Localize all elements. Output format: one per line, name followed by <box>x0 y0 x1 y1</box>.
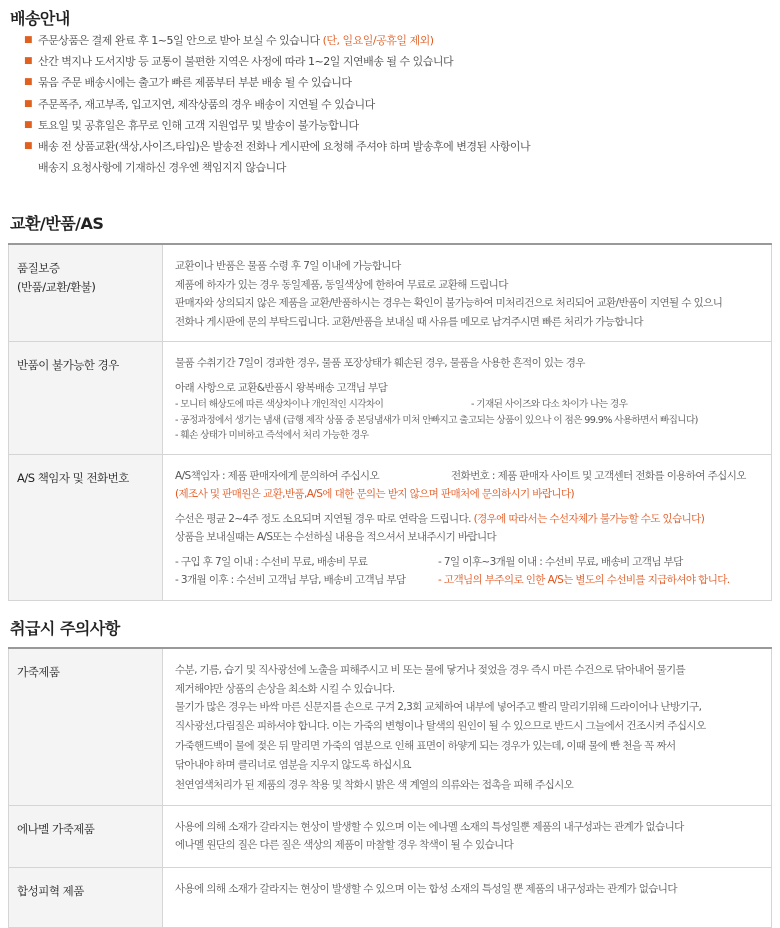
shipping-item-text-2: 배송지 요청사항에 기재하신 경우엔 책임지지 않습니다 <box>38 161 286 175</box>
leather-line: 가죽핸드백이 물에 젖은 뒤 말리면 가죽의 염분으로 인해 표면이 하얗게 되는 경우가 있는데, 이때 물에 빤 천을 꼭 짜서 <box>175 740 676 752</box>
as-warning: (제조사 및 판매원은 교환,반품,A/S에 대한 문의는 받지 않으며 판매처에 문의하시기 바랍니다) <box>175 488 574 501</box>
list-item <box>24 115 768 136</box>
enamel-line: 에나멜 원단의 질은 다른 질은 색상의 제품이 마찰할 경우 착색이 될 수 있습니다 <box>175 839 514 851</box>
as-repair-warning: (경우에 따라서는 수선자체가 불가능할 수도 있습니다) <box>473 512 705 525</box>
table-row <box>9 342 772 455</box>
as-phone: 전화번호 : 제품 판매자 사이트 및 고객센터 전화를 이용하여 주십시오 <box>451 469 746 482</box>
list-item <box>24 136 768 178</box>
shipping-item-highlight: (단, 일요일/공휴일 제외) <box>322 34 434 47</box>
list-item <box>24 30 768 51</box>
impossible-line-2: 아래 사항으로 교환&반품시 왕복배송 고객님 부담 <box>175 381 388 394</box>
bullet-icon: ■ <box>24 141 33 152</box>
exchange-title: 교환/반품/AS <box>10 214 104 233</box>
as-fee-1b: - 7일 이후~3개월 이내 : 수선비 무료, 배송비 고객님 부담 <box>438 555 683 568</box>
quality-line: 판매자와 상의되지 않은 제품을 교환/반품하시는 경우는 확인이 불가능하여 미처리건으로 처리되어 교환/반품이 지연될 수 있으니 <box>175 297 723 309</box>
as-fee-2a: - 3개월 이후 : 수선비 고객님 부담, 배송비 고객님 부담 <box>175 574 406 587</box>
as-fee-2b: - 고객님의 부주의로 인한 A/S는 별도의 수선비를 지급하셔야 합니다. <box>438 574 730 587</box>
list-item <box>24 51 768 72</box>
bullet-icon: ■ <box>24 77 33 88</box>
enamel-line: 사용에 의해 소재가 갈라지는 현상이 발생할 수 있으며 이는 에나멜 소재의 특성일뿐 제품의 내구성과는 관계가 없습니다 <box>175 820 684 833</box>
row-header-synthetic: 합성피혁 제품 <box>9 867 163 927</box>
as-repair-line <box>175 510 761 529</box>
table-row <box>9 805 772 867</box>
impossible-sub-row <box>175 397 761 413</box>
impossible-line-1: 물품 수취기간 7일이 경과한 경우, 물품 포장상태가 훼손된 경우, 물품을 사용한 흔적이 있는 경우 <box>175 357 585 369</box>
row-header-enamel: 에나멜 가죽제품 <box>9 805 163 867</box>
quality-line: 전화나 게시판에 문의 부탁드립니다. 교환/반품을 보내실 때 사유를 메모로 남겨주시면 빠른 처리가 가능합니다 <box>175 315 643 328</box>
leather-content <box>163 648 772 805</box>
as-manager: A/S책임자 : 제품 판매자에게 문의하여 주십시오 <box>175 469 379 482</box>
row-header-as: A/S 책임자 및 전화번호 <box>9 454 163 600</box>
table-row <box>9 648 772 805</box>
leather-line: 제거해야만 상품의 손상을 최소화 시킬 수 있습니다. <box>175 682 395 695</box>
as-content <box>163 454 772 600</box>
leather-line: 직사광선,다림질은 피하셔야 합니다. 이는 가죽의 변형이나 탈색의 원인이 될 수 있으므로 반드시 그늘에서 건조시켜 주십시오 <box>175 719 706 732</box>
list-item <box>24 72 768 93</box>
as-fee-1a: - 구입 후 7일 이내 : 수선비 무료, 배송비 무료 <box>175 555 368 568</box>
impossible-sub-b: - 공정과정에서 생기는 냄새 (급행 제작 상품 중 본딩냄새가 미처 안빠지고 출고되는 상품이 있으나 이 점은 99.9% 사용하면서 빠집니다) <box>175 414 698 426</box>
bullet-icon: ■ <box>24 98 33 109</box>
enamel-content <box>163 805 772 867</box>
table-row <box>9 244 772 342</box>
leather-line: 수분, 기름, 습기 및 직사광선에 노출을 피해주시고 비 또는 물에 닿거나 젖었을 경우 즉시 마른 수건으로 닦아내어 물기를 <box>175 664 686 676</box>
quality-content <box>163 244 772 342</box>
shipping-item-text: 묶음 주문 배송시에는 출고가 빠른 제품부터 부분 배송 될 수 있습니다 <box>38 76 352 90</box>
shipping-item-text: 배송 전 상품교환(색상,사이즈,타입)은 발송전 전화나 게시판에 요청해 주셔야 하며 발송후에 변경된 사항이나 <box>38 140 531 154</box>
shipping-list <box>24 30 768 178</box>
quality-label-1: 품질보증 <box>17 261 60 275</box>
quality-line: 교환이나 반품은 물품 수령 후 7일 이내에 가능합니다 <box>175 260 401 272</box>
impossible-sub-c: - 훼손 상태가 미비하고 즉석에서 처리 가능한 경우 <box>175 430 369 442</box>
impossible-sub-a2: - 기재된 사이즈와 다소 차이가 나는 경우 <box>471 399 628 410</box>
impossible-sub-a1: - 모니터 해상도에 따른 색상차이나 개인적인 시각차이 <box>175 399 384 410</box>
care-table <box>8 647 772 928</box>
table-row <box>9 454 772 600</box>
bullet-icon: ■ <box>24 56 33 67</box>
table-row <box>9 867 772 927</box>
bullet-icon: ■ <box>24 35 33 45</box>
as-fee-row-2 <box>175 571 761 590</box>
row-header-leather: 가죽제품 <box>9 648 163 805</box>
as-send: 상품을 보내실때는 A/S또는 수선하실 내용을 적으셔서 보내주시기 바랍니다 <box>175 531 497 544</box>
as-contact-row <box>175 467 761 486</box>
shipping-item-text: 토요일 및 공휴일은 휴무로 인해 고객 지원업무 및 발송이 불가능합니다 <box>38 118 359 132</box>
shipping-item-text: 주문상품은 결제 완료 후 1~5일 안으로 받아 보실 수 있습니다 <box>38 34 323 47</box>
bullet-icon: ■ <box>24 119 33 130</box>
exchange-table <box>8 243 772 601</box>
shipping-item-text: 주문폭주, 재고부족, 입고지연, 제작상품의 경우 배송이 지연될 수 있습니다 <box>38 97 375 111</box>
quality-line: 제품에 하자가 있는 경우 동일제품, 동일색상에 한하여 무료로 교환해 드립니다 <box>175 278 508 291</box>
leather-line: 닦아내야 하며 클리너로 염분을 지우지 않도록 하십시요 <box>175 758 411 771</box>
care-title: 취급시 주의사항 <box>10 619 120 638</box>
impossible-content <box>163 342 772 455</box>
as-repair: 수선은 평균 2~4주 정도 소요되며 지연될 경우 따로 연락을 드립니다. <box>175 512 474 525</box>
as-fee-row-1 <box>175 553 761 572</box>
synthetic-content <box>163 867 772 927</box>
row-header-impossible: 반품이 불가능한 경우 <box>9 342 163 455</box>
quality-label-2: (반품/교환/환불) <box>17 279 96 294</box>
list-item <box>24 94 768 115</box>
leather-line: 물기가 많은 경우는 바싹 마른 신문지를 손으로 구겨 2,3회 교체하여 내부에 넣어주고 빨리 말리기위해 드라이어나 난방기구, <box>175 701 702 713</box>
shipping-title: 배송안내 <box>10 9 70 28</box>
synthetic-line: 사용에 의해 소재가 갈라지는 현상이 발생할 수 있으며 이는 합성 소재의 특성일 뿐 제품의 내구성과는 관계가 없습니다 <box>175 882 677 895</box>
row-header-quality <box>9 244 163 342</box>
shipping-item-text: 산간 벽지나 도서지방 등 교통이 불편한 지역은 사정에 따라 1~2일 지연배송 될 수 있습니다 <box>38 55 454 69</box>
leather-line: 천연염색처리가 된 제품의 경우 착용 및 착화시 밝은 색 계열의 의류와는 접촉을 피해 주십시오 <box>175 779 574 791</box>
